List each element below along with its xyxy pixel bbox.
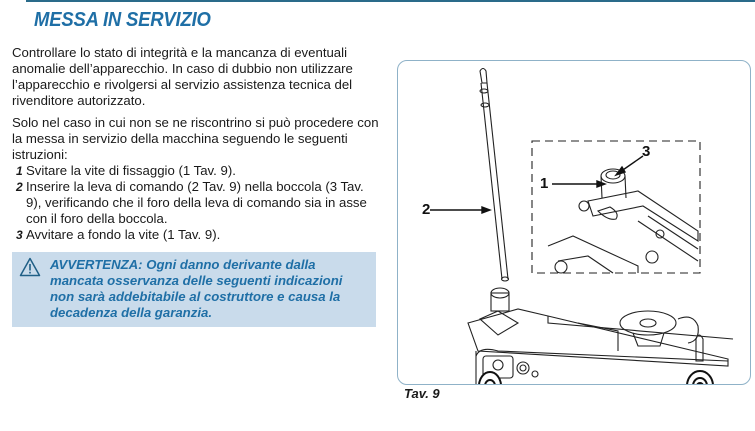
step-text: Avvitare a fondo la vite (1 Tav. 9). — [26, 227, 221, 242]
header-rule — [26, 0, 755, 2]
step-number: 1 — [16, 164, 23, 178]
step-text: Inserire la leva di comando (2 Tav. 9) nella boccola (3 Tav. 9), verificando che il foro della leva di comando sia in asse con il foro della boccola. — [26, 179, 367, 226]
warning-triangle-icon — [19, 257, 41, 277]
step-item — [12, 227, 382, 243]
callout-1: 1 — [540, 175, 549, 192]
steps-list — [12, 163, 382, 243]
figure-frame — [397, 60, 751, 385]
callout-2: 2 — [422, 201, 431, 218]
procedure-paragraph: Solo nel caso in cui non se ne riscontrino si può procedere con la messa in servizio della macchina seguendo le seguenti istruzioni: — [12, 115, 379, 162]
step-text: Svitare la vite di fissaggio (1 Tav. 9). — [26, 163, 236, 178]
warning-body: Ogni danno derivante dalla mancata osservanza delle seguenti indicazioni non sarà addebitabile al costruttore e causa la decadenza della garanzia. — [50, 257, 343, 320]
step-item — [12, 163, 382, 179]
step-item — [12, 179, 382, 227]
step-number: 2 — [16, 180, 23, 194]
warning-label: AVVERTENZA: — [50, 257, 143, 272]
instructions-column — [12, 45, 382, 243]
warning-text — [50, 257, 370, 321]
intro-paragraph: Controllare lo stato di integrità e la mancanza di eventuali anomalie dell’apparecchio. In caso di dubbio non utilizzare l’apparecchio e rivolgersi al servizio assistenza tecnica del rivenditore autorizzato. — [12, 45, 353, 108]
warning-box — [12, 252, 376, 327]
step-number: 3 — [16, 228, 23, 242]
floor-jack-illustration — [398, 61, 750, 384]
callout-3: 3 — [642, 143, 651, 160]
figure-caption: Tav. 9 — [404, 386, 440, 401]
page-title: MESSA IN SERVIZIO — [34, 8, 211, 31]
